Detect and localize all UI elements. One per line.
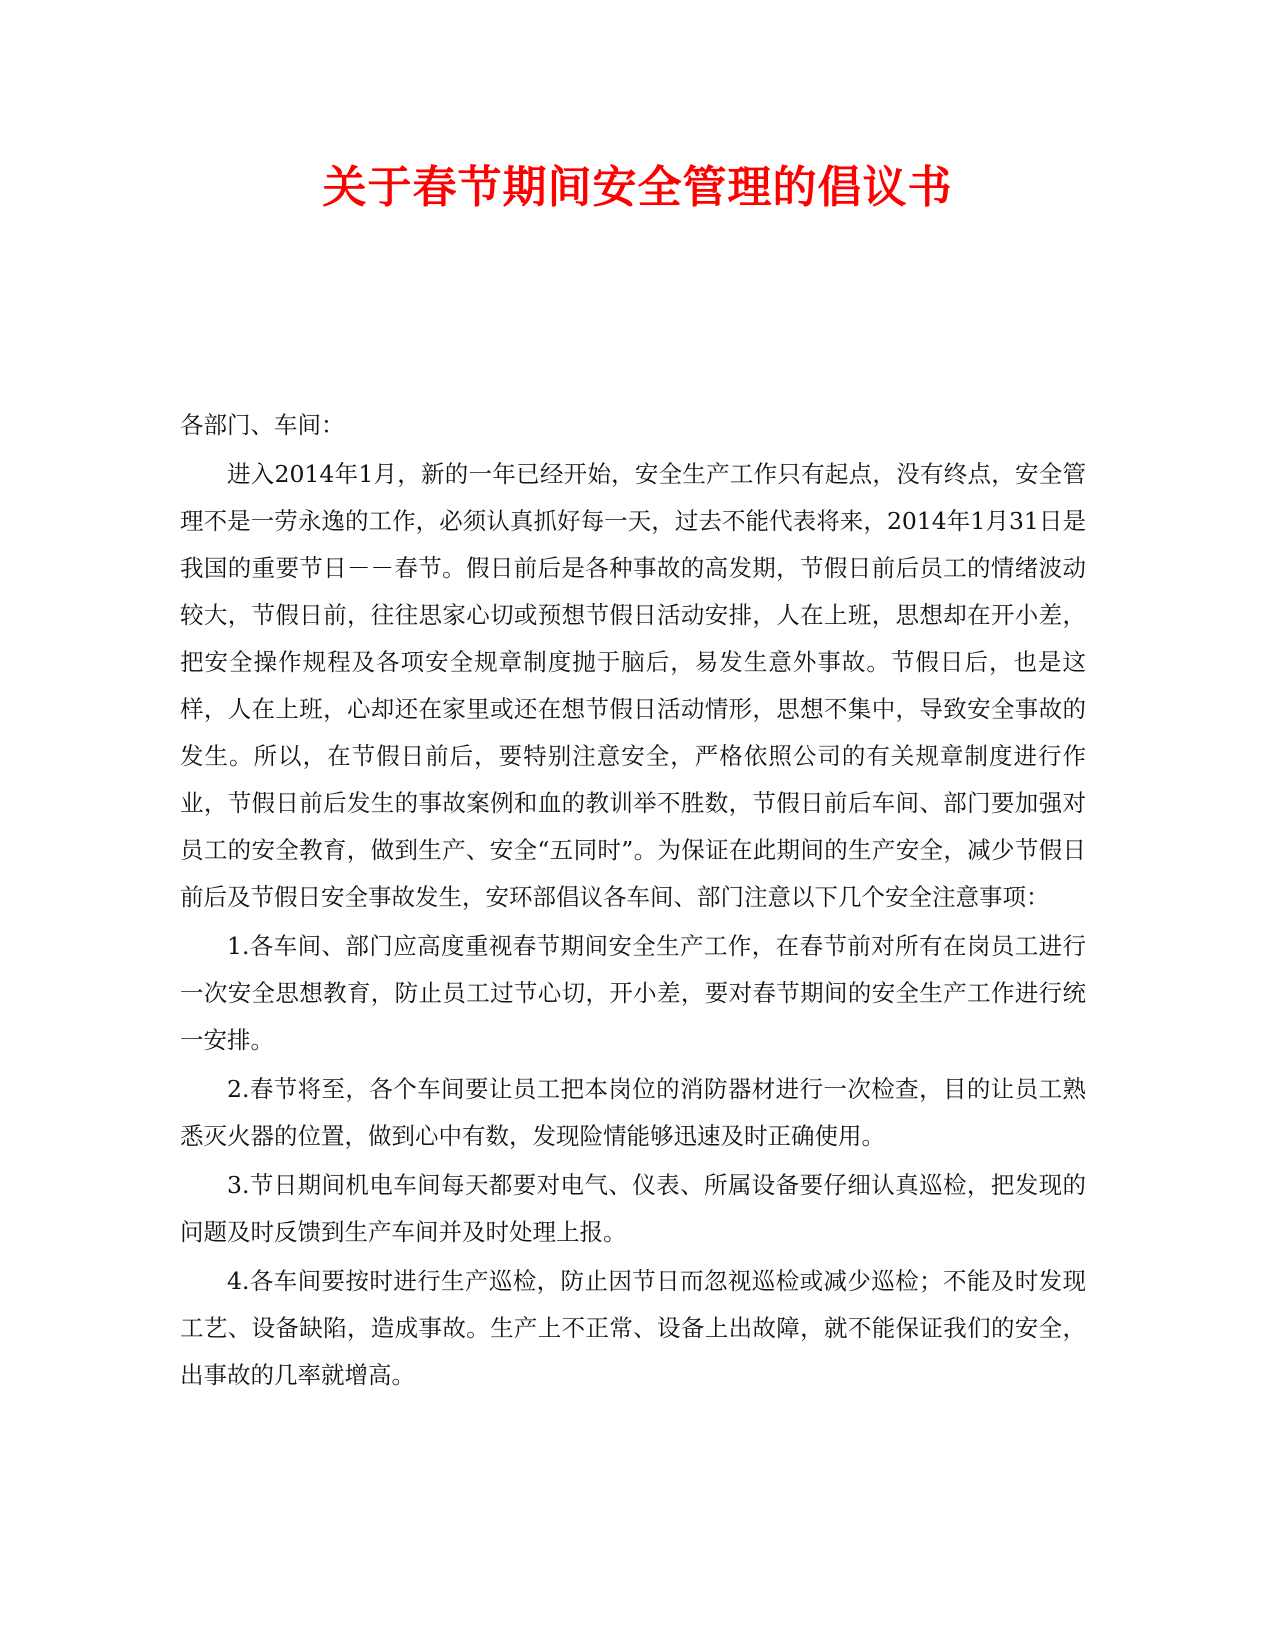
document-body bbox=[180, 402, 1086, 1399]
item-paragraph-1: 1.各车间、部门应高度重视春节期间安全生产工作，在春节前对所有在岗员工进行一次安全思想教育，防止员工过节心切，开小差，要对春节期间的安全生产工作进行统一安排。 bbox=[180, 932, 1086, 1054]
intro-paragraph: 进入2014年1月，新的一年已经开始，安全生产工作只有起点，没有终点，安全管理不是一劳永逸的工作，必须认真抓好每一天，过去不能代表将来，2014年1月31日是我国的重要节日－－春节。假日前后是各种事故的高发期，节假日前后员工的情绪波动较大，节假日前，往往思家心切或预想节假日活动安排，人在上班，思想却在开小差，把安全操作规程及各项安全规章制度抛于脑后，易发生意外事故。节假日后，也是这样，人在上班，心却还在家里或还在想节假日活动情形，思想不集中，导致安全事故的发生。所以，在节假日前后，要特别注意安全，严格依照公司的有关规章制度进行作业，节假日前后发生的事故案例和血的教训举不胜数，节假日前后车间、部门要加强对员工的安全教育，做到生产、安全“五同时”。为保证在此期间的生产安全，减少节假日前后及节假日安全事故发生，安环部倡议各车间、部门注意以下几个安全注意事项： bbox=[180, 460, 1086, 911]
item-paragraph-2: 2.春节将至，各个车间要让员工把本岗位的消防器材进行一次检查，目的让员工熟悉灭火器的位置，做到心中有数，发现险情能够迅速及时正确使用。 bbox=[180, 1075, 1086, 1150]
item-paragraph-3: 3.节日期间机电车间每天都要对电气、仪表、所属设备要仔细认真巡检，把发现的问题及时反馈到生产车间并及时处理上报。 bbox=[180, 1171, 1086, 1246]
item-paragraph-4: 4.各车间要按时进行生产巡检，防止因节日而忽视巡检或减少巡检；不能及时发现工艺、设备缺陷，造成事故。生产上不正常、设备上出故障，就不能保证我们的安全，出事故的几率就增高。 bbox=[180, 1267, 1086, 1389]
document-title: 关于春节期间安全管理的倡议书 bbox=[322, 162, 953, 213]
greeting-line: 各部门、车间： bbox=[180, 411, 345, 439]
